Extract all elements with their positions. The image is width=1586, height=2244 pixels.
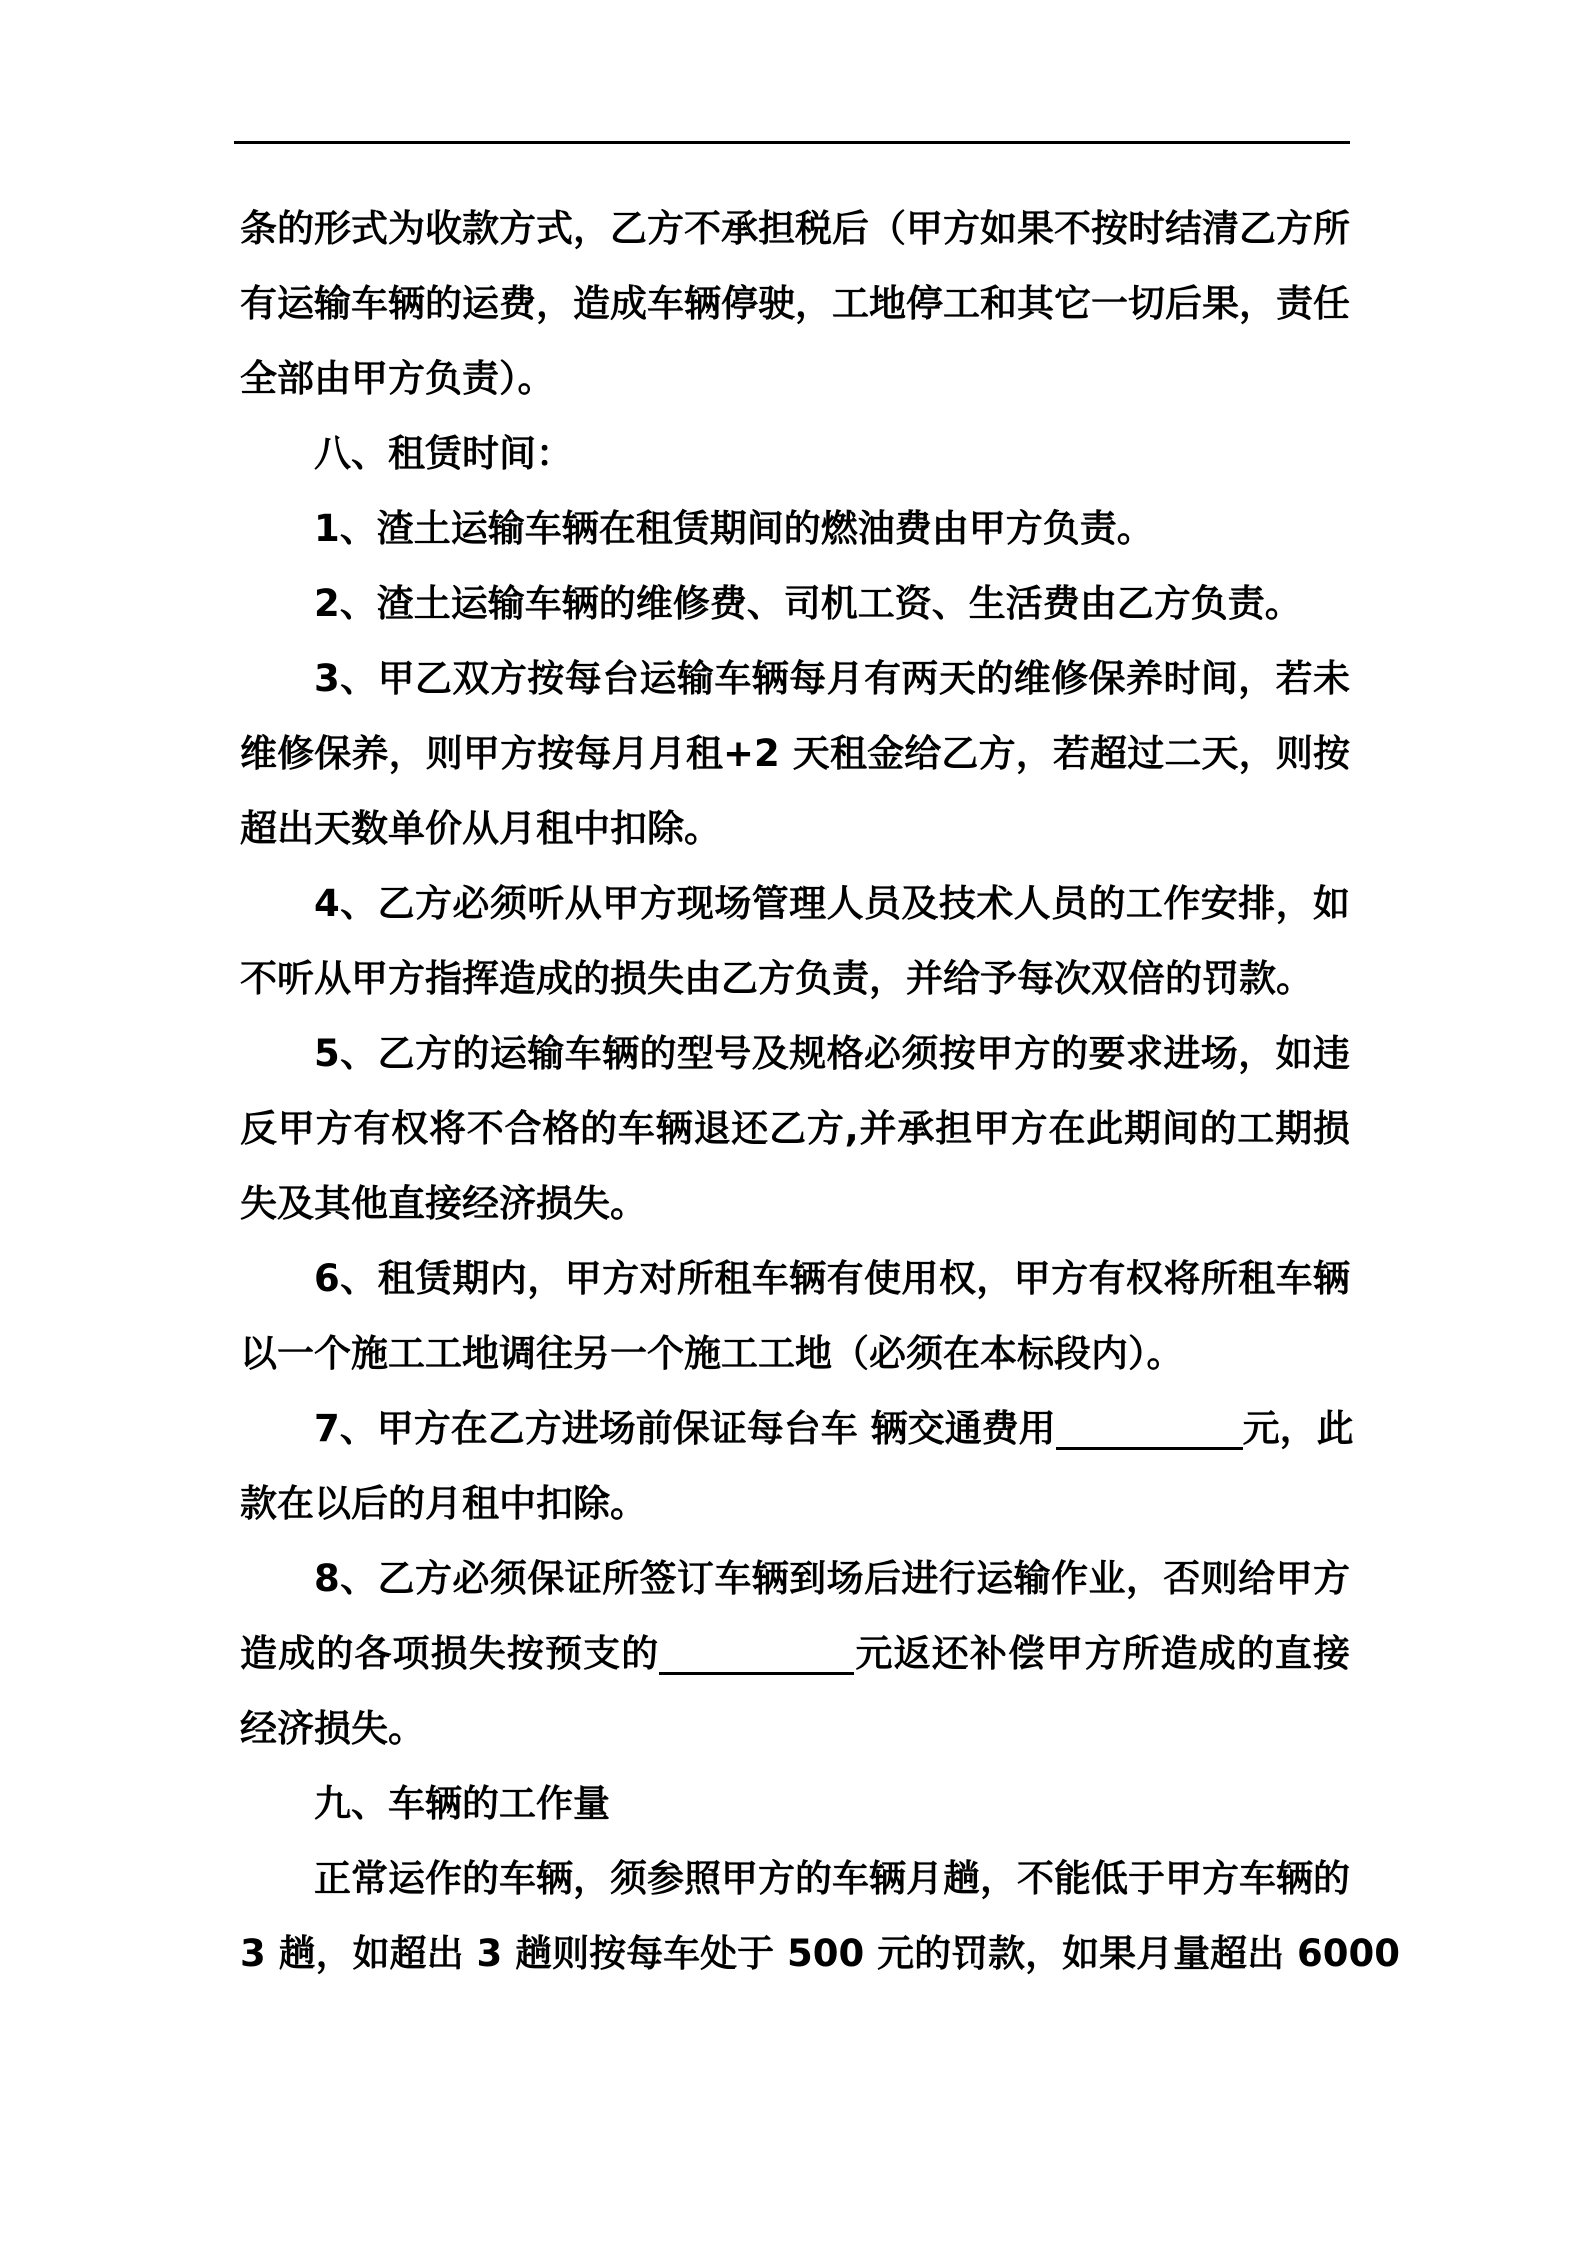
text-line: [240, 191, 1350, 266]
text-line: [240, 1841, 1350, 1916]
text-run: 5、乙方的运输车辆的型号及规格必须按甲方的要求进场，如违: [314, 1032, 1350, 1075]
text-line: [240, 1766, 1350, 1841]
text-line: [240, 641, 1350, 716]
text-run: 6、租赁期内，甲方对所租车辆有使用权，甲方有权将所租车辆: [314, 1257, 1350, 1300]
text-line: [240, 1241, 1350, 1316]
text-line: [240, 1166, 1350, 1241]
text-line: [240, 341, 1350, 416]
text-run: 九、车辆的工作量: [314, 1782, 610, 1825]
fill-in-blank-line: [1056, 1447, 1243, 1450]
text-run: 维修保养，则甲方按每月月租+2 天租金给乙方，若超过二天，则按: [240, 732, 1350, 775]
text-line: [240, 266, 1350, 341]
text-run: 3、甲乙双方按每台运输车辆每月有两天的维修保养时间，若未: [314, 657, 1350, 700]
header-rule: [234, 141, 1350, 144]
text-run: 全部由甲方负责）。: [240, 357, 555, 400]
text-run: 八、租赁时间：: [314, 432, 573, 475]
text-run: 条的形式为收款方式，乙方不承担税后（甲方如果不按时结清乙方所: [240, 207, 1350, 250]
text-line: [240, 1916, 1400, 1991]
text-line: [240, 1691, 1350, 1766]
text-line: [240, 416, 1350, 491]
text-run: 不听从甲方指挥造成的损失由乙方负责，并给予每次双倍的罚款。: [240, 957, 1313, 1000]
text-run: 3 趟，如超出 3 趟则按每车处于 500 元的罚款，如果月量超出 6000: [240, 1932, 1400, 1975]
text-line: [240, 491, 1350, 566]
text-run: 经济损失。: [240, 1707, 425, 1750]
text-run: 有运输车辆的运费，造成车辆停驶，工地停工和其它一切后果，责任: [240, 282, 1350, 325]
text-run: 正常运作的车辆，须参照甲方的车辆月趟，不能低于甲方车辆的: [314, 1857, 1350, 1900]
text-run: 2、渣土运输车辆的维修费、司机工资、生活费由乙方负责。: [314, 582, 1302, 625]
text-run: 元返还补偿甲方所造成的直接: [854, 1632, 1350, 1675]
text-run: 7、甲方在乙方进场前保证每台车 辆交通费用: [314, 1407, 1056, 1450]
text-line: [240, 1091, 1350, 1166]
text-run: 款在以后的月租中扣除。: [240, 1482, 647, 1525]
text-run: 造成的各项损失按预支的: [240, 1632, 660, 1675]
text-line: [240, 566, 1350, 641]
document-body: [240, 191, 1400, 1991]
text-line: [240, 791, 1350, 866]
text-run: 8、乙方必须保证所签订车辆到场后进行运输作业，否则给甲方: [314, 1557, 1350, 1600]
text-run: 以一个施工工地调往另一个施工工地（必须在本标段内）。: [240, 1332, 1184, 1375]
text-run: 元，此: [1242, 1407, 1354, 1450]
text-line: [240, 1391, 1354, 1466]
text-run: 超出天数单价从月租中扣除。: [240, 807, 721, 850]
text-line: [240, 716, 1350, 791]
text-line: [240, 1316, 1350, 1391]
fill-in-blank-line: [659, 1672, 854, 1675]
text-run: 失及其他直接经济损失。: [240, 1182, 647, 1225]
text-line: [240, 866, 1350, 941]
text-line: [240, 1016, 1350, 1091]
text-line: [240, 1466, 1350, 1541]
text-line: [240, 941, 1350, 1016]
text-line: [240, 1541, 1350, 1616]
text-run: 4、乙方必须听从甲方现场管理人员及技术人员的工作安排，如: [314, 882, 1350, 925]
text-run: 反甲方有权将不合格的车辆退还乙方,并承担甲方在此期间的工期损: [240, 1107, 1350, 1150]
text-line: [240, 1616, 1350, 1691]
text-run: 1、渣土运输车辆在租赁期间的燃油费由甲方负责。: [314, 507, 1154, 550]
